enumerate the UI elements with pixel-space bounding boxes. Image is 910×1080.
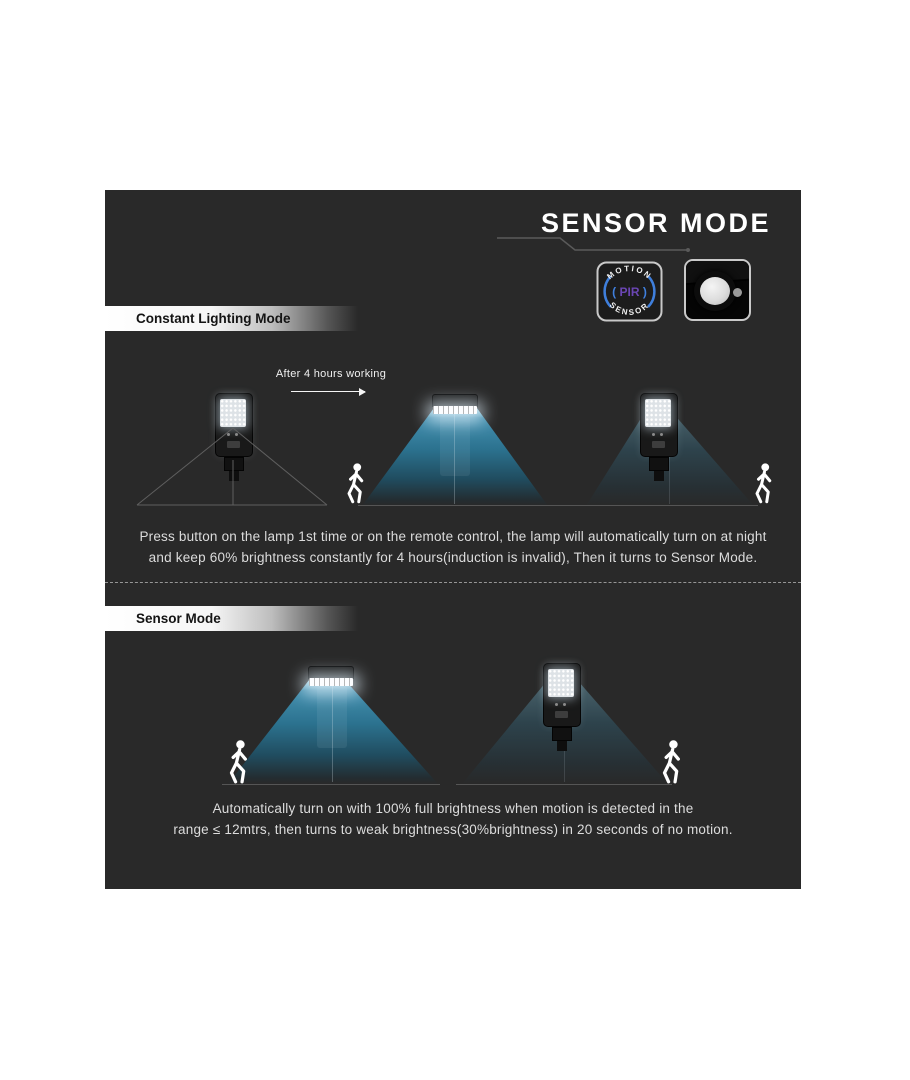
ground-line <box>456 784 672 785</box>
arrow-note-text: After 4 hours working <box>275 368 387 380</box>
pir-dome-icon <box>700 277 730 305</box>
ground-line <box>358 505 592 506</box>
pir-center-label: PIR <box>619 285 640 299</box>
lamp-bracket <box>552 727 572 741</box>
dashed-divider <box>105 582 801 583</box>
walking-person-icon <box>751 462 775 504</box>
lamp-label-plate <box>555 711 568 718</box>
pir-motion-sensor-badge <box>596 261 663 322</box>
sensing-range-outline <box>130 425 335 510</box>
arrow-right-icon <box>291 391 365 392</box>
street-lamp-side-view-lit <box>432 394 478 414</box>
walking-person-icon <box>658 738 684 785</box>
lamp-led-panel <box>645 399 671 427</box>
lamp-lit-leds <box>433 406 477 414</box>
street-lamp-front-view-lit <box>640 393 678 481</box>
lamp-bracket <box>649 457 669 471</box>
section-label-constant-lighting-mode: Constant Lighting Mode <box>105 306 358 331</box>
section-label-sensor-mode: Sensor Mode <box>105 606 358 631</box>
infographic-panel <box>105 190 801 889</box>
lamp-pole <box>557 741 567 751</box>
sensor-side-dot <box>733 288 742 297</box>
lamp-pole <box>654 471 664 481</box>
ground-line <box>582 505 758 506</box>
description-line: range ≤ 12mtrs, then turns to weak brightness(30%brightness) in 20 seconds of no motion. <box>173 822 733 837</box>
lamp-silhouette <box>317 686 347 748</box>
pir-sensor-photo <box>684 259 751 321</box>
street-lamp-front-view-lit <box>543 663 581 751</box>
description-line: Press button on the lamp 1st time or on the remote control, the lamp will automatically turn on at night <box>139 529 767 544</box>
description-line: and keep 60% brightness constantly for 4 hours(induction is invalid), Then it turns to Sensor Mode. <box>148 550 758 565</box>
lamp-indicator-dot <box>563 703 566 706</box>
badge-arc-bottom-label: SENSOR <box>607 300 652 318</box>
lamp-lit-leds <box>309 678 353 686</box>
lamp-indicator-dot <box>555 703 558 706</box>
pir-paren-close: ) <box>642 285 647 299</box>
ground-line <box>222 784 440 785</box>
lamp-led-panel <box>548 669 574 697</box>
lamp-label-plate <box>652 441 665 448</box>
description-line: Automatically turn on with 100% full brightness when motion is detected in the <box>212 801 694 816</box>
sensor-mode-description <box>105 798 801 840</box>
badge-arc-top-label: MOTION <box>605 263 654 282</box>
lamp-indicator-dot <box>660 433 663 436</box>
lamp-indicator-dot <box>652 433 655 436</box>
street-lamp-side-view-lit <box>308 666 354 686</box>
svg-text:( PIR ) <box>612 285 647 299</box>
pir-paren-open: ( <box>612 285 617 299</box>
walking-person-icon <box>343 462 367 504</box>
constant-mode-description <box>105 526 801 568</box>
walking-person-icon <box>225 738 251 785</box>
lamp-silhouette <box>440 414 470 476</box>
lamp-led-panel <box>220 399 246 427</box>
page-title: SENSOR MODE <box>540 208 771 238</box>
